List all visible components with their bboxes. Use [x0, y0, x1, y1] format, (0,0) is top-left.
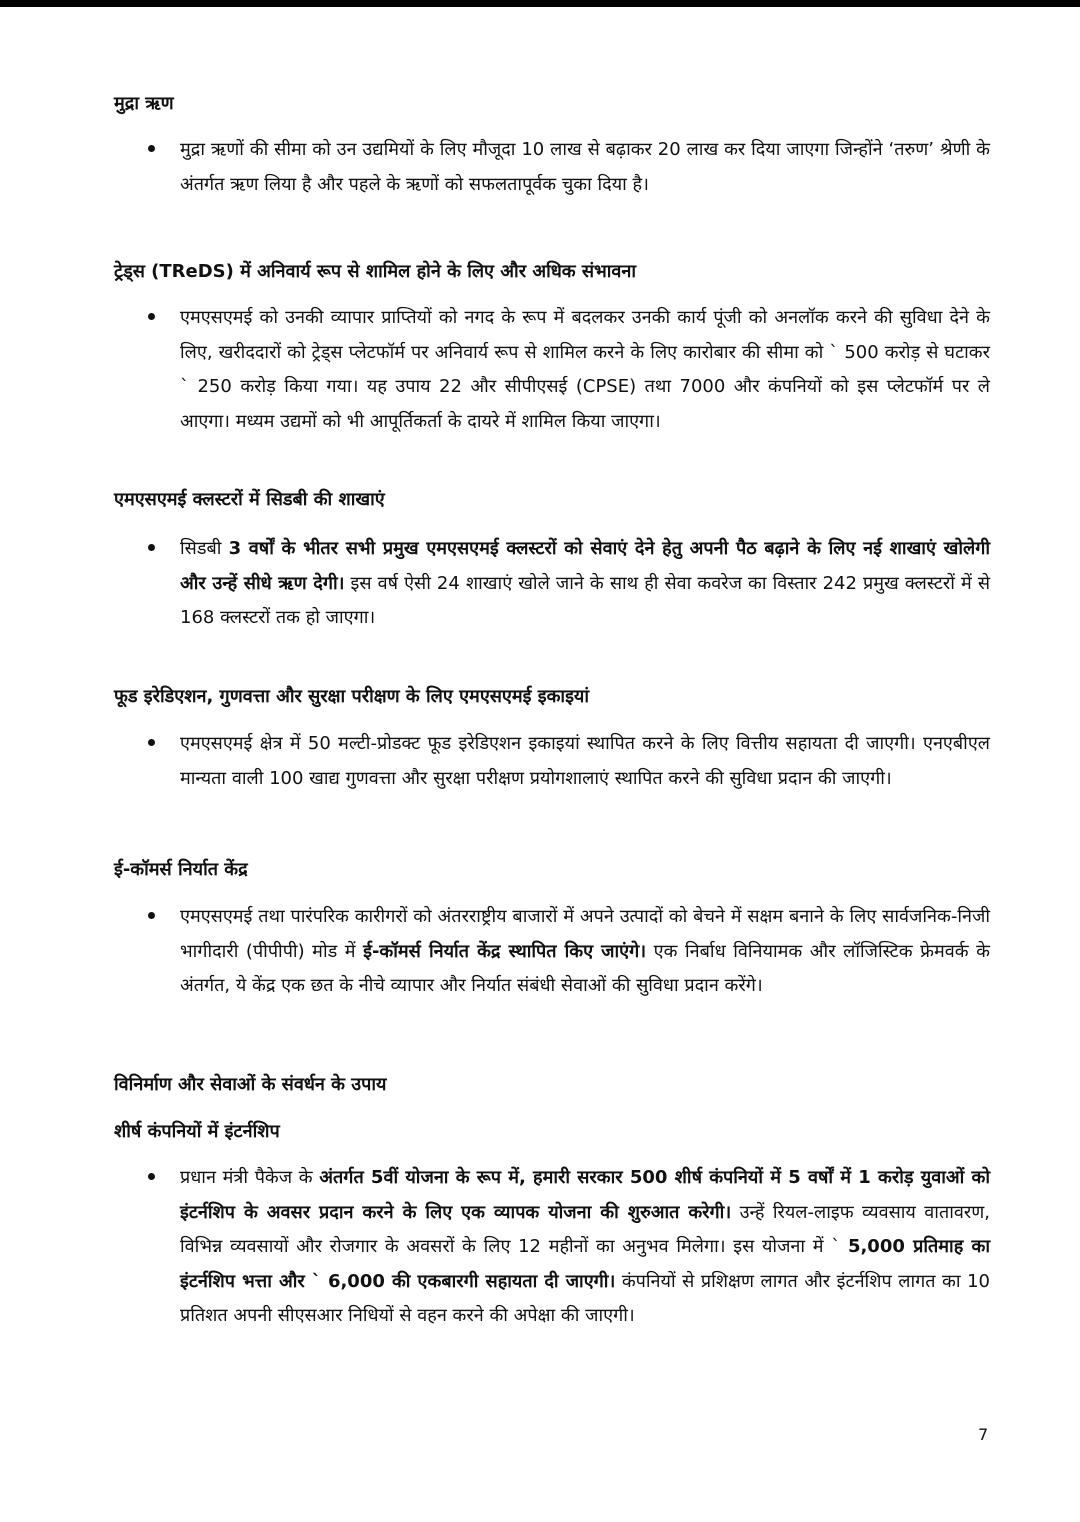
text-segment: सिडबी [180, 538, 229, 559]
bullet-ecommerce-export [114, 900, 994, 1004]
bullet-treds [114, 301, 994, 439]
page-number: 7 [978, 1425, 989, 1444]
bullet-sidbi-branches [114, 532, 994, 636]
bullet-dot [148, 544, 155, 551]
heading-food-irradiation: फूड इरेडिएशन, गुणवत्ता और सुरक्षा परीक्षण के लिए एमएसएमई इकाइयां [114, 686, 590, 707]
bullet-dot [148, 313, 155, 320]
text-segment: उन्हें रियल-लाइफ व्यवसाय वातावरण, विभिन्न व्यवसायों और रोजगार के अवसरों के लिए 12 महीनों का अनुभव मिलेगा। इस योजना में ` [180, 1201, 990, 1257]
bullet-text [180, 900, 990, 1004]
text-segment: एमएसएमई को उनकी व्यापार प्राप्तियों को नगद के रूप में बदलकर उनकी कार्य पूंजी को अनलॉक करने की सुविधा देने के लिए, खरीददारों को ट्रेड्स प्लेटफॉर्म पर अनिवार्य रूप से शामिल करने के लिए कारोबार की सीमा को ` 500 करोड़ से घटाकर ` 250 करोड़ किया गया। यह उपाय 22 और सीपीएसई (CPSE) तथा 7000 और कंपनियों को इस प्लेटफॉर्म पर ले आएगा। मध्यम उद्यमों को भी आपूर्तिकर्ता के दायरे में शामिल किया जाएगा। [180, 307, 990, 432]
text-segment: इस वर्ष ऐसी 24 शाखाएं खोले जाने के साथ ही सेवा कवरेज का विस्तार 242 प्रमुख क्लस्टरों में से 168 क्लस्टरों तक हो जाएगा। [180, 572, 990, 628]
heading-sidbi-branches: एमएसएमई क्लस्टरों में सिडबी की शाखाएं [114, 489, 385, 510]
text-segment: प्रधान मंत्री पैकेज के [180, 1167, 320, 1188]
text-segment-bold: 3 वर्षों के भीतर सभी प्रमुख एमएसएमई क्लस्टरों को सेवाएं देने हेतु अपनी पैठ बढ़ाने के लिए नई शाखाएं खोलेगी और उन्हें सीधे ऋण देगी। [180, 538, 991, 594]
bullet-text [180, 301, 990, 439]
bullet-dot [148, 145, 155, 152]
text-segment-bold: अंतर्गत 5वीं योजना के रूप में, हमारी सरकार 500 शीर्ष कंपनियों में 5 वर्षों में 1 करोड़ युवाओं को इंटर्नशिप के अवसर प्रदान करने के लिए एक व्यापक योजना की शुरुआत करेगी। [180, 1167, 990, 1223]
heading-ecommerce-export: ई-कॉमर्स निर्यात केंद्र [114, 859, 248, 880]
bullet-text [180, 1161, 990, 1334]
bullet-text [180, 133, 990, 202]
bullet-internship [114, 1161, 994, 1334]
text-segment: एमएसएमई तथा पारंपरिक कारीगरों को अंतरराष्ट्रीय बाजारों में अपने उत्पादों को बेचने में सक्षम बनाने के लिए सार्वजनिक-निजी भागीदारी (पीपीपी) मोड में [180, 906, 990, 962]
bullet-text [180, 727, 990, 796]
bullet-mudra-loan [114, 133, 994, 202]
bullet-food-irradiation [114, 727, 994, 796]
heading-treds: ट्रेड्स (TReDS) में अनिवार्य रूप से शामिल होने के लिए और अधिक संभावना [114, 261, 637, 282]
bullet-dot [148, 1173, 155, 1180]
bullet-text [180, 532, 990, 636]
heading-internship: शीर्ष कंपनियों में इंटर्नशिप [114, 1121, 280, 1142]
text-segment: एक निर्बाध विनियामक और लॉजिस्टिक फ्रेमवर्क के अंतर्गत, ये केंद्र एक छत के नीचे व्यापार और निर्यात संबंधी सेवाओं की सुविधा प्रदान करेंगे। [180, 940, 990, 996]
text-segment: मुद्रा ऋणों की सीमा को उन उद्यमियों के लिए मौजूदा 10 लाख से बढ़ाकर 20 लाख कर दिया जाएगा जिन्होंने ‘तरुण’ श्रेणी के अंतर्गत ऋण लिया है और पहले के ऋणों को सफलतापूर्वक चुका दिया है। [180, 139, 990, 195]
text-segment: एमएसएमई क्षेत्र में 50 मल्टी-प्रोडक्ट फूड इरेडिएशन इकाइयां स्थापित करने के लिए वित्तीय सहायता दी जाएगी। एनएबीएल मान्यता वाली 100 खाद्य गुणवत्ता और सुरक्षा परीक्षण प्रयोगशालाएं स्थापित करने की सुविधा प्रदान की जाएगी। [180, 733, 990, 789]
text-segment: कंपनियों से प्रशिक्षण लागत और इंटर्नशिप लागत का 10 प्रतिशत अपनी सीएसआर निधियों से वहन करने की अपेक्षा की जाएगी। [180, 1270, 990, 1326]
heading-mudra-loan: मुद्रा ऋण [114, 93, 174, 114]
text-segment-bold: ई-कॉमर्स निर्यात केंद्र स्थापित किए जाएंगे। [363, 940, 647, 962]
bullet-dot [148, 912, 155, 919]
heading-manufacturing-services: विनिर्माण और सेवाओं के संवर्धन के उपाय [114, 1074, 387, 1095]
top-border [0, 0, 1080, 7]
text-segment-bold: 5,000 प्रतिमाह का इंटर्नशिप भत्ता और ` 6,000 की एकबारगी सहायता दी जाएगी। [180, 1236, 990, 1292]
bullet-dot [148, 739, 155, 746]
